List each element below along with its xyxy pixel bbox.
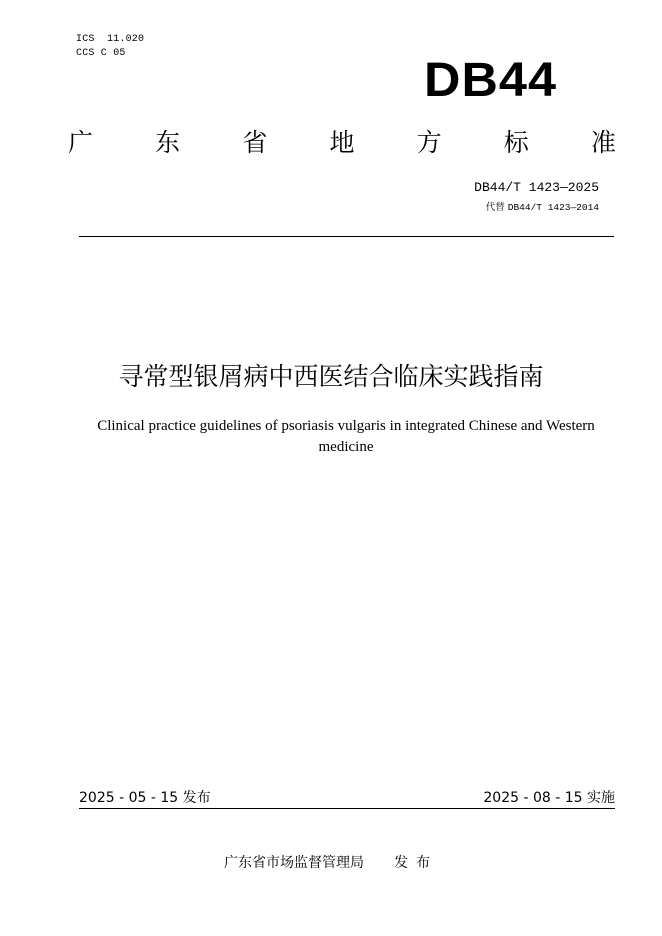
department-title-char: 准	[590, 128, 616, 157]
issuer-action: 发布	[394, 855, 438, 871]
issuer-name: 广东省市场监督管理局	[224, 855, 364, 871]
department-title-char: 方	[416, 128, 442, 157]
ccs-code: CCS C 05	[76, 48, 126, 59]
department-title-char: 标	[503, 128, 529, 157]
department-title-char: 省	[242, 128, 268, 157]
date-row	[79, 788, 615, 808]
classification-codes	[76, 33, 144, 61]
footer-divider	[79, 808, 615, 809]
department-title-char: 广	[68, 128, 94, 157]
department-title	[68, 126, 616, 160]
db44-logo: DB44	[424, 54, 558, 107]
replaces-code: DB44/T 1423—2014	[507, 202, 599, 213]
standard-number: DB44/T 1423—2025	[474, 180, 599, 195]
department-title-char: 东	[155, 128, 181, 157]
ics-code: ICS 11.020	[76, 34, 145, 45]
department-title-char: 地	[329, 128, 355, 157]
header-divider	[79, 236, 614, 237]
issue-date: 2025 - 05 - 15 发布	[79, 790, 211, 806]
title-chinese: 寻常型银屑病中西医结合临床实践指南	[118, 362, 544, 391]
replaces-label: 代替	[485, 202, 505, 213]
replaces-note	[486, 202, 599, 214]
effective-date: 2025 - 08 - 15 实施	[483, 790, 615, 806]
issuer-line	[0, 853, 662, 873]
title-english: Clinical practice guidelines of psoriasis vulgaris in integrated Chinese and Western medicine	[97, 418, 595, 455]
